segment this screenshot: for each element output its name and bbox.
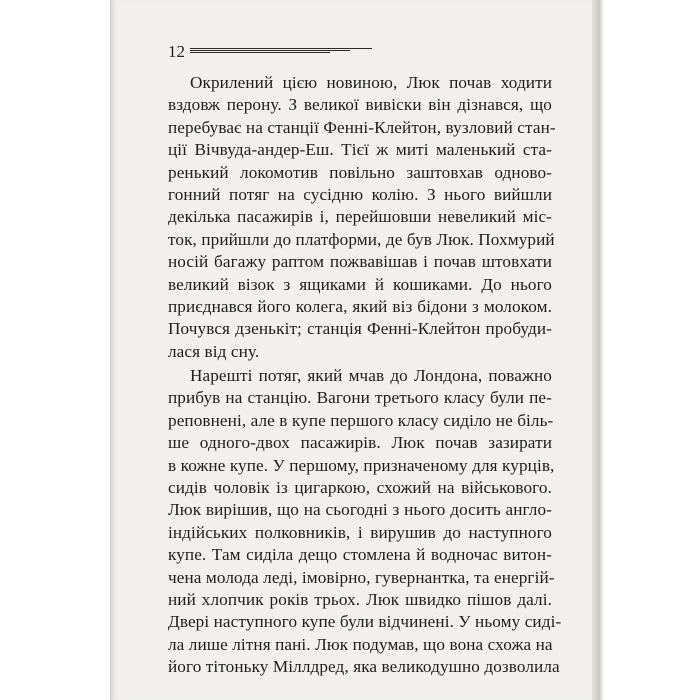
text-line: великий візок з ящиками й кошиками. До нього xyxy=(168,274,552,294)
text-line: ції Вічвуда-андер-Еш. Тієї ж миті маленький ста- xyxy=(168,140,552,160)
text-line: індійських полковників, і вирушив до наступного xyxy=(168,522,552,542)
text-line: Нарешті потяг, який мчав до Лондона, поважно xyxy=(190,366,552,386)
text-line: вздовж перону. З великої вивіски він дізнався, що xyxy=(168,95,552,115)
text-line: перебуває на станції Фенні-Клейтон, вузловий стан- xyxy=(168,117,556,137)
text-line: ренький локомотив повільно заштовхав одново- xyxy=(168,162,552,182)
text-line: декілька пасажирів і, перейшовши невеликий міс- xyxy=(168,207,552,227)
text-line: ла лише літня пані. Люк подумав, що вона схожа на xyxy=(168,634,553,654)
text-line: Люк вирішив, що на сьогодні з нього досить англо- xyxy=(168,500,552,520)
header-rule xyxy=(190,46,372,58)
text-line: ний хлопчик років трьох. Люк швидко пішов далі. xyxy=(168,589,552,609)
text-line: реповнені, але в купе першого класу сиділо не біль- xyxy=(168,410,554,430)
paragraph-2 xyxy=(168,365,562,678)
text-line: чена молода леді, імовірно, гувернантка, та енергій- xyxy=(168,567,555,587)
paragraph-1 xyxy=(168,72,556,363)
body-text xyxy=(168,72,562,679)
text-line: його тітоньку Міллдред, яка великодушно дозволила xyxy=(168,657,560,677)
text-line: гонний потяг на сусідню колію. З нього вийшли xyxy=(168,184,552,204)
page-number: 12 xyxy=(168,42,185,61)
text-line: сидів чоловік із цигаркою, схожий на військового. xyxy=(168,478,552,498)
text-line: ше одного-двох пасажирів. Люк почав зазирати xyxy=(168,433,552,453)
text-line: ток, прийшли до платформи, де був Люк. Похмурий xyxy=(168,229,555,249)
text-line: приєднався його колега, який віз бідони з молоком. xyxy=(168,296,552,316)
running-header xyxy=(168,42,388,62)
text-line: Почувся дзенькіт; станція Фенні-Клейтон пробуди- xyxy=(168,319,552,339)
text-line: лася від сну. xyxy=(168,341,260,361)
text-line: купе. Там сиділа дещо стомлена й водночас витон- xyxy=(168,545,552,565)
text-line: Двері наступного купе були відчинені. У ньому сиді- xyxy=(168,612,562,632)
text-line: прибув на станцію. Вагони третього класу були пе- xyxy=(168,388,552,408)
text-line: Окрилений цією новиною, Люк почав ходити xyxy=(190,73,552,92)
text-line: носій багажу раптом пожвавішав і почав штовхати xyxy=(168,252,552,272)
page-edge xyxy=(592,0,604,700)
text-line: в кожне купе. У першому, призначеному для курців, xyxy=(168,455,555,475)
